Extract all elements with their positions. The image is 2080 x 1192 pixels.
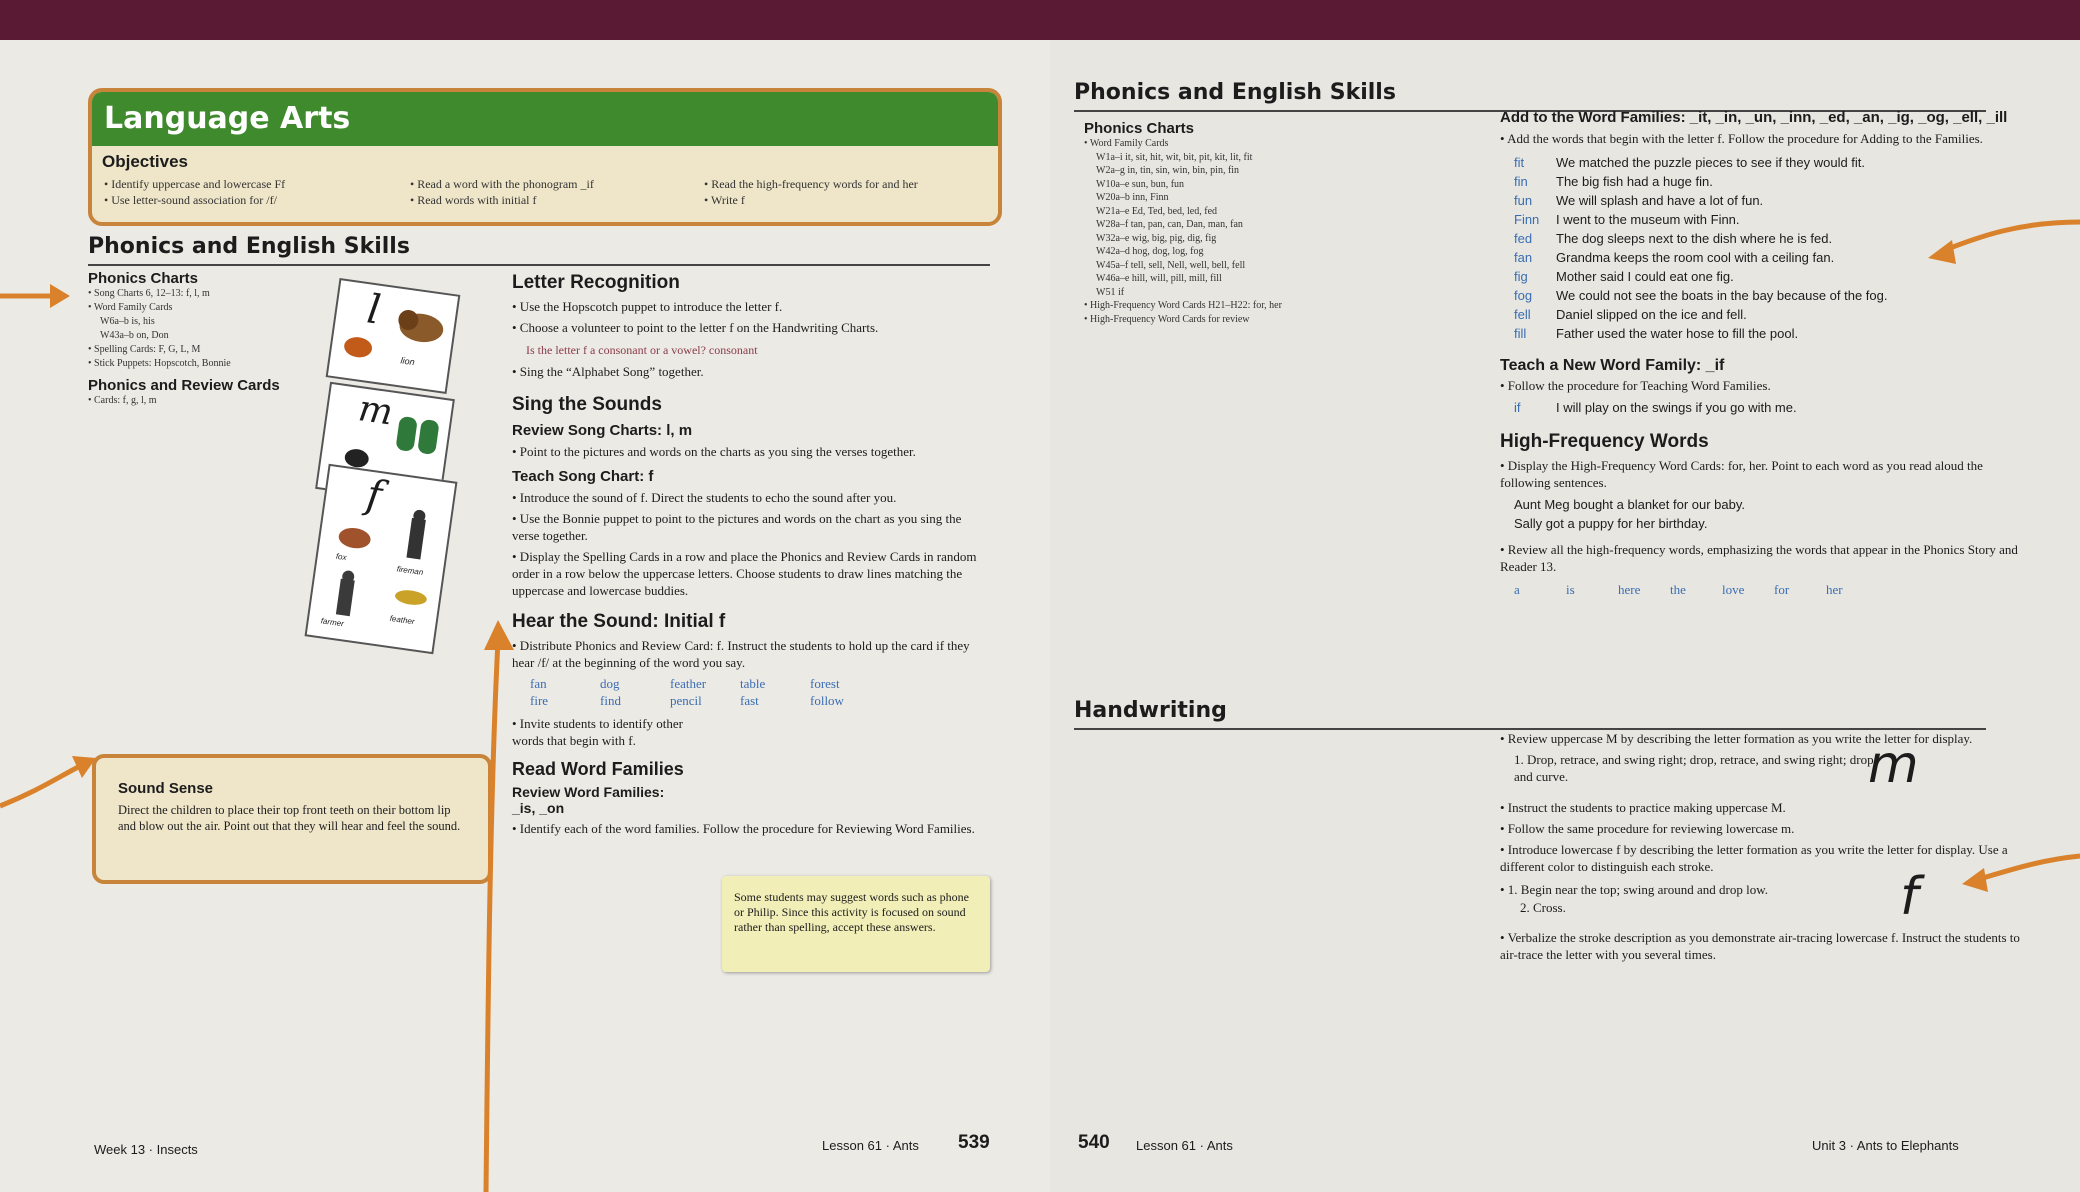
wf-row: Finn I went to the museum with Finn. bbox=[1514, 212, 1740, 227]
word-list-row-2: fire find pencil fast follow bbox=[530, 693, 844, 708]
hfw-title: High-Frequency Words bbox=[1500, 431, 1709, 452]
language-arts-title: Language Arts bbox=[92, 92, 998, 146]
letter-recognition-title: Letter Recognition bbox=[512, 272, 680, 293]
letter-m-glyph: m bbox=[355, 388, 396, 434]
card-word-farmer: farmer bbox=[320, 616, 345, 629]
hfw-sentence-2: Sally got a puppy for her birthday. bbox=[1514, 516, 1708, 531]
word-list-row-1: fan dog feather table forest bbox=[530, 676, 840, 691]
page-number-left: 539 bbox=[958, 1132, 990, 1153]
wf-row: fan Grandma keeps the room cool with a ceiling fan. bbox=[1514, 250, 1835, 265]
wf-row: fog We could not see the boats in the bay because of the fog. bbox=[1514, 288, 1888, 303]
sidebar-review-list: • Cards: f, g, l, m bbox=[88, 395, 157, 406]
sound-sense-title: Sound Sense bbox=[118, 780, 214, 797]
card-word-lion: lion bbox=[399, 355, 416, 368]
card-word-fox: fox bbox=[335, 551, 348, 563]
teach-word-family-title: Teach a New Word Family: _if bbox=[1500, 357, 1725, 374]
handwriting-step-f: • 1. Begin near the top; swing around and drop low. 2. Cross. f bbox=[1500, 867, 1919, 927]
objectives-title: Objectives bbox=[102, 152, 188, 171]
review-song-charts-title: Review Song Charts: l, m bbox=[512, 422, 693, 439]
arrow-right-bottom bbox=[1976, 856, 2080, 880]
wf-row: fell Daniel slipped on the ice and fell. bbox=[1514, 307, 1747, 322]
add-word-families-title: Add to the Word Families: _it, _in, _un, _inn, _ed, _an, _ig, _og, _ell, _ill bbox=[1500, 109, 2008, 126]
sidebar-right-list: • Word Family Cards W1a–i it, sit, hit, wit, bit, pit, kit, lit, fit W2a–g in, tin, sin, win, bin, pin, fin W10a–e sun, bun, fun W20a–b inn, Finn W21a–e Ed, Ted, bed, led, fed W28a–f tan, pan, can, Dan, man, fan W32a–e wig, big, pig, dig, fig W42a–d hog, dog, log, fog W45a–f tell, sell, Nell, well, bell, fell W46a–e hill, will, pill, mill, fill W51 if • High-Frequency Word Cards H21–H22: for, her • High-Frequency Word Cards for review bbox=[1084, 138, 1282, 325]
handwriting-step-m: 1. Drop, retrace, and swing right; drop, retrace, and swing right; drop and curve. m bbox=[1514, 735, 1919, 795]
handwriting-title: Handwriting bbox=[1074, 698, 1227, 723]
sound-sense-box: Sound Sense Direct the children to place their top front teeth on their bottom lip and blow out the air. Point out that they will hear and feel the sound. bbox=[92, 754, 492, 884]
teach-song-chart-title: Teach Song Chart: f bbox=[512, 468, 654, 485]
phonics-heading-right: Phonics and English Skills bbox=[1074, 80, 1396, 105]
letter-m-sample: m bbox=[1868, 735, 1919, 795]
left-main-column: Letter Recognition • Use the Hopscotch puppet to introduce the letter f. • Choose a volunteer to point to the letter f on the Handwriting Charts. Is the letter f a consonant or a vowel? consonant • Sing the “Alphabet Song” together. Sing the Sounds Review Song Charts: l, m • Point to the pictures and words on the charts as you sing the verses together. Teach Song Chart: f • Introduce the sound of f. Direct the students to echo the sound after you. • Use the Bonnie puppet to point to the pictures and words on the chart as you sing the verse together. • Display the Spelling Cards in a row and place the Phonics and Review Cards in random order in a row below the uppercase letters. Choose students to draw lines matching the uppercase and lowercase buddies. Hear the Sound: Initial f • Distribute Phonics and Review Card: f. Instruct the students to hold up the card if they hear /f/ at the beginning of the word you say. fan dog feather table forest fire find pencil fast follow • Invite students to identify other words that begin with f. Read Word Families Review Word Families: _is, _on • Identify each of the word families. Follow the procedure for Reviewing Word Families. bbox=[512, 272, 990, 837]
arrowhead-icon bbox=[50, 284, 70, 308]
wf-row: fig Mother said I could eat one fig. bbox=[1514, 269, 1734, 284]
arrow-right-top bbox=[1940, 222, 2080, 252]
hfw-word-list: a is here the love for her bbox=[1514, 582, 1843, 597]
consonant-question: Is the letter f a consonant or a vowel? consonant bbox=[526, 343, 758, 357]
hfw-sentence-1: Aunt Meg bought a blanket for our baby. bbox=[1514, 497, 1746, 512]
review-word-families-title: Review Word Families: bbox=[512, 784, 665, 800]
footer-unit: Unit 3 · Ants to Elephants bbox=[1812, 1138, 1959, 1153]
wf-row: fill Father used the water hose to fill the pool. bbox=[1514, 326, 1799, 341]
phonics-heading-left: Phonics and English Skills bbox=[88, 234, 410, 259]
page-number-right: 540 bbox=[1078, 1132, 1110, 1153]
arrowhead-icon bbox=[1928, 240, 1956, 264]
objectives-col-2: • Read a word with the phonogram _if • Read words with initial f bbox=[410, 177, 594, 207]
review-word-families-list: _is, _on bbox=[512, 800, 565, 816]
arrowhead-icon bbox=[1962, 868, 1988, 892]
sidebar-right-title: Phonics Charts bbox=[1084, 120, 1195, 137]
wf-row: fin The big fish had a huge fin. bbox=[1514, 174, 1713, 189]
card-word-fireman: fireman bbox=[396, 564, 424, 577]
arrowhead-icon bbox=[484, 620, 514, 650]
arrow-left-bottom bbox=[0, 764, 84, 806]
letter-l-glyph: l bbox=[364, 286, 384, 334]
sing-sounds-title: Sing the Sounds bbox=[512, 394, 662, 415]
handwriting-column: • Review uppercase M by describing the letter formation as you write the letter for display. 1. Drop, retrace, and swing right; drop, retrace, and swing right; drop and curve. m • Instruct the students to practice making uppercase M. • Follow the same procedure for reviewing lowercase m. • Introduce lowercase f by describing the letter formation as you write the letter for display. Use a different color to distinguish each stroke. • 1. Begin near the top; swing around and drop low. 2. Cross. f • Verbalize the stroke description as you demonstrate air-tracing lowercase f. Instruct the students to air-trace the letter with you several times. bbox=[1500, 730, 2030, 963]
right-main-column: Add to the Word Families: _it, _in, _un, _inn, _ed, _an, _ig, _og, _ell, _ill • Add the words that begin with the letter f. Follow the procedure for Adding to the Families. fit We matched the puzzle pieces to see if they would fit. fin The big fish had a huge fin. fun We will splash and have a lot of fun. Finn I went to the museum with Finn. fed The dog sleeps next to the dish where he is fed. fan Grandma keeps the room cool with a ceiling fan. fig Mother said I could eat one fig. fog We could not see the boats in the bay because of the fog. fell Daniel slipped on the ice and fell. fill Father used the water hose to fill the pool. Teach a New Word Family: _if • Follow the procedure for Teaching Word Families. if I will play on the swings if you go with me. High-Frequency Words • Display the High-Frequency Word Cards: for, her. Point to each word as you read aloud the following sentences. Aunt Meg bought a blanket for our baby. Sally got a puppy for her birthday. • Review all the high-frequency words, emphasizing the words that appear in the Phonics Story and Reader 13. a is here the love for her bbox=[1500, 108, 2030, 598]
tip-note: Some students may suggest words such as phone or Philip. Since this activity is focused on sound rather than spelling, accept these answers. bbox=[722, 876, 990, 972]
hear-sound-title: Hear the Sound: Initial f bbox=[512, 611, 726, 632]
sidebar-charts-list: • Song Charts 6, 12–13: f, l, m • Word Family Cards W6a–b is, his W43a–b on, Don • Spelling Cards: F, G, L, M • Stick Puppets: Hopscotch, Bonnie bbox=[88, 288, 231, 369]
wf-row: fed The dog sleeps next to the dish where he is fed. bbox=[1514, 231, 1833, 246]
footer-lesson-right: Lesson 61 · Ants bbox=[1136, 1138, 1233, 1153]
footer-week: Week 13 · Insects bbox=[94, 1142, 198, 1157]
wf-row: fun We will splash and have a lot of fun. bbox=[1514, 193, 1764, 208]
footer-lesson-left: Lesson 61 · Ants bbox=[822, 1138, 919, 1153]
arrow-vertical bbox=[486, 640, 498, 1192]
objectives-col-1: • Identify uppercase and lowercase Ff • Use letter-sound association for /f/ bbox=[104, 177, 286, 207]
objectives-col-3: • Read the high-frequency words for and her • Write f bbox=[704, 177, 918, 207]
wf-row: fit We matched the puzzle pieces to see if they would fit. bbox=[1514, 155, 1866, 170]
wf-row-if: if I will play on the swings if you go with me. bbox=[1514, 400, 1797, 415]
sidebar-review-title: Phonics and Review Cards bbox=[88, 377, 280, 394]
sidebar-charts-title: Phonics Charts bbox=[88, 270, 199, 287]
card-word-feather: feather bbox=[389, 613, 416, 627]
letter-f-sample: f bbox=[1900, 867, 1919, 927]
letter-f-glyph: f bbox=[363, 471, 385, 520]
read-word-families-title: Read Word Families bbox=[512, 759, 684, 779]
